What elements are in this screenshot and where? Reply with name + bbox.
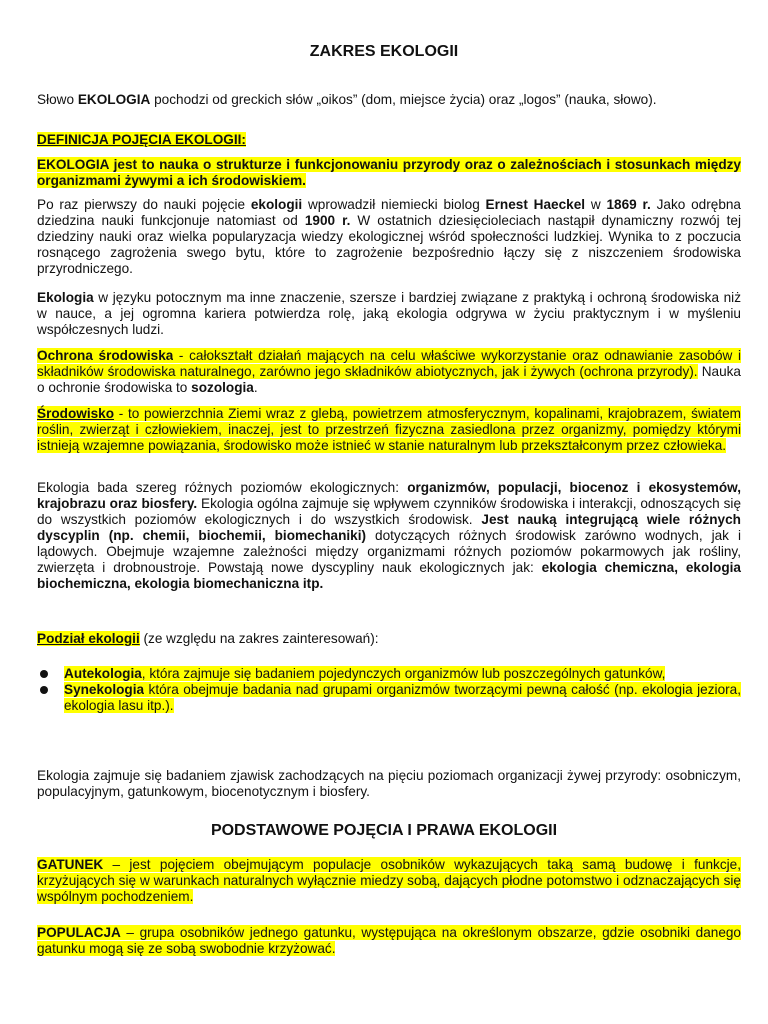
intro-text: Słowo bbox=[37, 92, 78, 107]
definition-heading-text: DEFINICJA POJĘCIA EKOLOGII: bbox=[37, 132, 246, 147]
population-paragraph bbox=[37, 925, 741, 957]
species-definition: – jest pojęciem obejmującym populacje osobników wykazujących taką samą budowę i funkcje, krzyżujących się w warunkach naturalnych wyłącznie miedzy sobą, dających płodne potomstwo i odznaczających się wspólnym pochodzeniem. bbox=[37, 857, 741, 904]
history-paragraph bbox=[37, 197, 741, 277]
list-item-text: , która zajmuje się badaniem pojedynczych organizmów lub poszczególnych gatunków, bbox=[141, 666, 666, 681]
history-text-1: Po raz pierwszy do nauki pojęcie bbox=[37, 197, 251, 212]
history-year-1869: 1869 r. bbox=[606, 197, 651, 212]
species-term: GATUNEK bbox=[37, 857, 104, 872]
bullet-icon bbox=[40, 686, 48, 694]
protection-paragraph bbox=[37, 348, 741, 396]
division-paragraph bbox=[37, 631, 741, 647]
list-item-term: Synekologia bbox=[64, 682, 145, 697]
history-text-2: wprowadził niemiecki biolog bbox=[302, 197, 486, 212]
definition-paragraph bbox=[37, 157, 741, 189]
levels-disciplines: ekologia chemiczna, ekologia biochemiczna, ekologia biomechaniczna itp. bbox=[37, 560, 741, 591]
species-paragraph bbox=[37, 857, 741, 905]
history-year-1900: 1900 r. bbox=[304, 213, 351, 228]
environment-paragraph bbox=[37, 406, 741, 454]
division-heading: Podział ekologii bbox=[37, 631, 140, 646]
bullet-icon bbox=[40, 670, 48, 678]
levels-paragraph bbox=[37, 480, 741, 592]
organization-paragraph: Ekologia zajmuje się badaniem zjawisk zachodzących na pięciu poziomach organizacji żywej przyrody: osobniczym, populacyjnym, gatunkowym, biocenotycznym i biosfery. bbox=[37, 768, 741, 799]
intro-paragraph bbox=[37, 92, 741, 108]
list-item bbox=[37, 682, 741, 714]
intro-text-rest: pochodzi od greckich słów „oikos” (dom, miejsce życia) oraz „logos” (nauka, słowo). bbox=[150, 92, 657, 107]
colloquial-term: Ekologia bbox=[37, 290, 94, 305]
levels-text-2: Ekologia ogólna zajmuje się wpływem czynników środowiska i interakcji, odnoszących się do wszystkich poziomów ekologicznych i do wszystkich środowisk. bbox=[37, 496, 742, 527]
protection-term-sozology: sozologia bbox=[191, 380, 254, 395]
protection-definition: - całokształt działań mających na celu właściwe wykorzystanie oraz odnawianie zasobów i składników środowiska naturalnego, zarówno jego składników abiotycznych, jak i żywych (ochrona przyrody). bbox=[37, 348, 741, 379]
definition-heading bbox=[37, 132, 741, 148]
levels-text-1: Ekologia bada szereg różnych poziomów ekologicznych: bbox=[37, 480, 408, 495]
division-rest: (ze względu na zakres zainteresowań): bbox=[139, 631, 379, 646]
history-term-ecology: ekologii bbox=[250, 197, 303, 212]
history-text-3: w bbox=[585, 197, 607, 212]
definition-text: EKOLOGIA jest to nauka o strukturze i funkcjonowaniu przyrody oraz o zależnościach i stosunkach między organizmami żywymi a ich środowiskiem. bbox=[37, 157, 741, 188]
population-definition: – grupa osobników jednego gatunku, występująca na określonym obszarze, gdzie osobniki danego gatunku mogą się ze sobą swobodnie krzyżować. bbox=[37, 925, 741, 956]
section-subtitle: PODSTAWOWE POJĘCIA I PRAWA EKOLOGII bbox=[210, 822, 558, 839]
list-item-text: która obejmuje badania nad grupami organizmów tworzącymi pewną całość (np. ekologia jeziora, ekologia lasu itp.). bbox=[64, 682, 741, 713]
protection-period: . bbox=[253, 380, 258, 395]
intro-term: EKOLOGIA bbox=[77, 92, 151, 107]
history-text-4: Jako odrębna dziedzina nauki funkcjonuje natomiast od bbox=[37, 197, 741, 228]
levels-integrating: Jest nauką integrującą wiele różnych dyscyplin (np. chemii, biochemii, biomechaniki) bbox=[37, 512, 741, 543]
levels-text-3: dotyczących różnych środowisk zarówno wodnych, jak i lądowych. Obejmuje wzajemne zależności między organizmami różnych poziomów pokarmowych jak rośliny, zwierzęta i drobnoustroje. Powstają nowe dyscypliny nauk ekologicznych jak: bbox=[37, 528, 741, 575]
colloquial-paragraph bbox=[37, 290, 741, 338]
protection-term: Ochrona środowiska bbox=[37, 348, 174, 363]
history-name-haeckel: Ernest Haeckel bbox=[485, 197, 586, 212]
population-term: POPULACJA bbox=[37, 925, 121, 940]
environment-term: Środowisko bbox=[37, 406, 115, 421]
protection-text: Nauka o ochronie środowiska to bbox=[37, 364, 741, 395]
list-item bbox=[37, 666, 741, 682]
division-list bbox=[37, 666, 741, 714]
page-title: ZAKRES EKOLOGII bbox=[309, 43, 459, 60]
history-text-5: W ostatnich dziesięcioleciach nastąpił dynamiczny rozwój tej dziedziny nauki oraz wielka popularyzacja wiedzy ekologicznej wśród społeczności ludzkiej. Wynika to z poczucia rosnącego zagrożenia swego bytu, które to zagrożenie bezpośrednio łączy się z niszczeniem środowiska przyrodniczego. bbox=[37, 213, 741, 276]
colloquial-text: w języku potocznym ma inne znaczenie, szersze i bardziej związane z praktyką i ochroną środowiska niż w nauce, a jej ogromna kariera potwierdza rolę, jaką ekologia odgrywa w życiu praktycznym i w myśleniu współczesnych ludzi. bbox=[37, 290, 741, 337]
levels-list: organizmów, populacji, biocenoz i ekosystemów, krajobrazu oraz biosfery. bbox=[37, 480, 742, 511]
environment-definition: - to powierzchnia Ziemi wraz z glebą, powietrzem atmosferycznym, kopalinami, krajobrazem, światem roślin, zwierząt i człowiekiem, inaczej, jest to przestrzeń fizyczna zasiedlona przez organizmy, pomiędzy którymi istnieją wzajemne powiązania, środowisko może istnieć w stanie naturalnym lub przekształconym przez człowieka. bbox=[37, 406, 741, 453]
list-item-term: Autekologia bbox=[64, 666, 142, 681]
